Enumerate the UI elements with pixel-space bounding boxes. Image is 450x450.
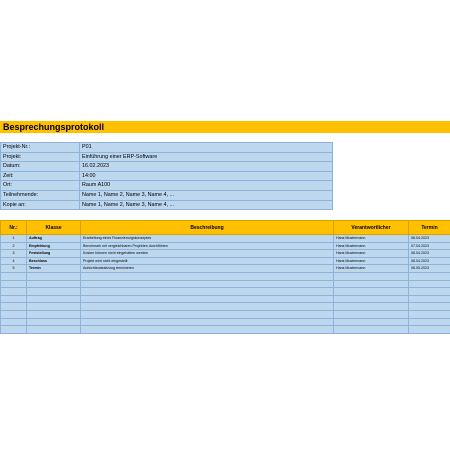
cell-termin[interactable] <box>409 310 450 318</box>
cell-beschreibung[interactable] <box>81 280 334 288</box>
cell-klasse[interactable] <box>27 272 81 280</box>
cell-nr[interactable] <box>1 272 27 280</box>
cell-klasse[interactable]: Beschluss <box>27 257 81 265</box>
cell-termin[interactable] <box>409 303 450 311</box>
table-row <box>1 303 450 311</box>
table-row <box>1 250 450 258</box>
cell-verantwortlicher[interactable] <box>334 303 409 311</box>
info-label[interactable]: Projekt: <box>1 152 80 162</box>
cell-verantwortlicher[interactable]: Hans Mustermann <box>334 250 409 258</box>
table-row <box>1 318 450 326</box>
info-row <box>1 171 333 181</box>
table-row <box>1 242 450 250</box>
table-row <box>1 310 450 318</box>
info-label[interactable]: Kopie an: <box>1 200 80 210</box>
cell-beschreibung[interactable]: Kosten können nicht eingehalten werden <box>81 250 334 258</box>
cell-beschreibung[interactable] <box>81 288 334 296</box>
cell-beschreibung[interactable]: Projekt wird nicht eingestellt <box>81 257 334 265</box>
cell-termin[interactable] <box>409 295 450 303</box>
cell-klasse[interactable]: Termin <box>27 265 81 273</box>
cell-verantwortlicher[interactable] <box>334 326 409 334</box>
info-value[interactable]: Raum A100 <box>80 181 333 191</box>
info-value[interactable]: Einführung einer ERP-Software <box>80 152 333 162</box>
info-row <box>1 190 333 200</box>
cell-termin[interactable] <box>409 280 450 288</box>
cell-beschreibung[interactable]: Benchmark mit vergleichbaren Projekten durchführen <box>81 242 334 250</box>
cell-klasse[interactable]: Auftrag <box>27 235 81 243</box>
table-header-row <box>1 221 450 235</box>
cell-nr[interactable] <box>1 295 27 303</box>
cell-klasse[interactable] <box>27 280 81 288</box>
header-beschreibung[interactable]: Beschreibung <box>81 221 334 235</box>
cell-verantwortlicher[interactable]: Hans Mustermann <box>334 265 409 273</box>
cell-beschreibung[interactable] <box>81 310 334 318</box>
table-row <box>1 280 450 288</box>
cell-klasse[interactable] <box>27 288 81 296</box>
cell-termin[interactable]: 06.05.2023 <box>409 265 450 273</box>
cell-nr[interactable]: 2 <box>1 242 27 250</box>
cell-termin[interactable]: 06.04.2023 <box>409 235 450 243</box>
cell-termin[interactable]: 06.04.2023 <box>409 250 450 258</box>
cell-verantwortlicher[interactable] <box>334 295 409 303</box>
cell-klasse[interactable]: Feststellung <box>27 250 81 258</box>
cell-verantwortlicher[interactable] <box>334 280 409 288</box>
cell-verantwortlicher[interactable] <box>334 318 409 326</box>
cell-beschreibung[interactable]: Erarbeitung eines Finanzierungskonzeptes <box>81 235 334 243</box>
info-row <box>1 181 333 191</box>
info-row <box>1 152 333 162</box>
minutes-table <box>0 220 450 334</box>
cell-nr[interactable] <box>1 310 27 318</box>
cell-verantwortlicher[interactable]: Hans Mustermann <box>334 257 409 265</box>
cell-beschreibung[interactable] <box>81 272 334 280</box>
table-row <box>1 265 450 273</box>
cell-nr[interactable] <box>1 280 27 288</box>
cell-nr[interactable] <box>1 326 27 334</box>
cell-nr[interactable]: 4 <box>1 257 27 265</box>
info-label[interactable]: Zeit: <box>1 171 80 181</box>
cell-termin[interactable] <box>409 272 450 280</box>
info-label[interactable]: Ort: <box>1 181 80 191</box>
cell-beschreibung[interactable] <box>81 326 334 334</box>
table-row <box>1 272 450 280</box>
cell-klasse[interactable] <box>27 326 81 334</box>
cell-beschreibung[interactable] <box>81 295 334 303</box>
header-termin[interactable]: Termin <box>409 221 450 235</box>
cell-klasse[interactable] <box>27 303 81 311</box>
cell-termin[interactable] <box>409 318 450 326</box>
info-value[interactable]: P01 <box>80 143 333 153</box>
cell-verantwortlicher[interactable]: Hans Mustermann <box>334 242 409 250</box>
cell-klasse[interactable]: Empfehlung <box>27 242 81 250</box>
cell-nr[interactable] <box>1 288 27 296</box>
cell-nr[interactable] <box>1 318 27 326</box>
cell-beschreibung[interactable] <box>81 303 334 311</box>
info-row <box>1 162 333 172</box>
info-value[interactable]: Name 1, Name 2, Name 3, Name 4, ... <box>80 200 333 210</box>
info-row <box>1 200 333 210</box>
table-row <box>1 235 450 243</box>
cell-verantwortlicher[interactable]: Hans Mustermann <box>334 235 409 243</box>
header-verantwortlicher[interactable]: Verantwortlicher <box>334 221 409 235</box>
cell-termin[interactable]: 07.04.2023 <box>409 242 450 250</box>
cell-termin[interactable] <box>409 288 450 296</box>
table-row <box>1 288 450 296</box>
info-value[interactable]: Name 1, Name 2, Name 3, Name 4, ... <box>80 190 333 200</box>
cell-termin[interactable]: 06.04.2023 <box>409 257 450 265</box>
cell-klasse[interactable] <box>27 310 81 318</box>
cell-beschreibung[interactable] <box>81 318 334 326</box>
info-value[interactable]: 16.02.2023 <box>80 162 333 172</box>
cell-termin[interactable] <box>409 326 450 334</box>
cell-beschreibung[interactable]: Aufsichtsratssitzung terminieren <box>81 265 334 273</box>
info-label[interactable]: Teilnehmende: <box>1 190 80 200</box>
document-title: Besprechungsprotokoll <box>0 121 450 133</box>
cell-klasse[interactable] <box>27 318 81 326</box>
meta-info-table <box>0 142 333 210</box>
cell-nr[interactable]: 1 <box>1 235 27 243</box>
header-nr[interactable]: Nr.: <box>1 221 27 235</box>
cell-nr[interactable] <box>1 303 27 311</box>
table-row <box>1 326 450 334</box>
table-row <box>1 295 450 303</box>
cell-verantwortlicher[interactable] <box>334 310 409 318</box>
cell-verantwortlicher[interactable] <box>334 272 409 280</box>
info-value[interactable]: 14:00 <box>80 171 333 181</box>
cell-nr[interactable]: 5 <box>1 265 27 273</box>
info-row <box>1 143 333 153</box>
cell-verantwortlicher[interactable] <box>334 288 409 296</box>
info-label[interactable]: Datum: <box>1 162 80 172</box>
info-label[interactable]: Projekt-Nr.: <box>1 143 80 153</box>
table-row <box>1 257 450 265</box>
cell-nr[interactable]: 3 <box>1 250 27 258</box>
header-klasse[interactable]: Klasse <box>27 221 81 235</box>
cell-klasse[interactable] <box>27 295 81 303</box>
